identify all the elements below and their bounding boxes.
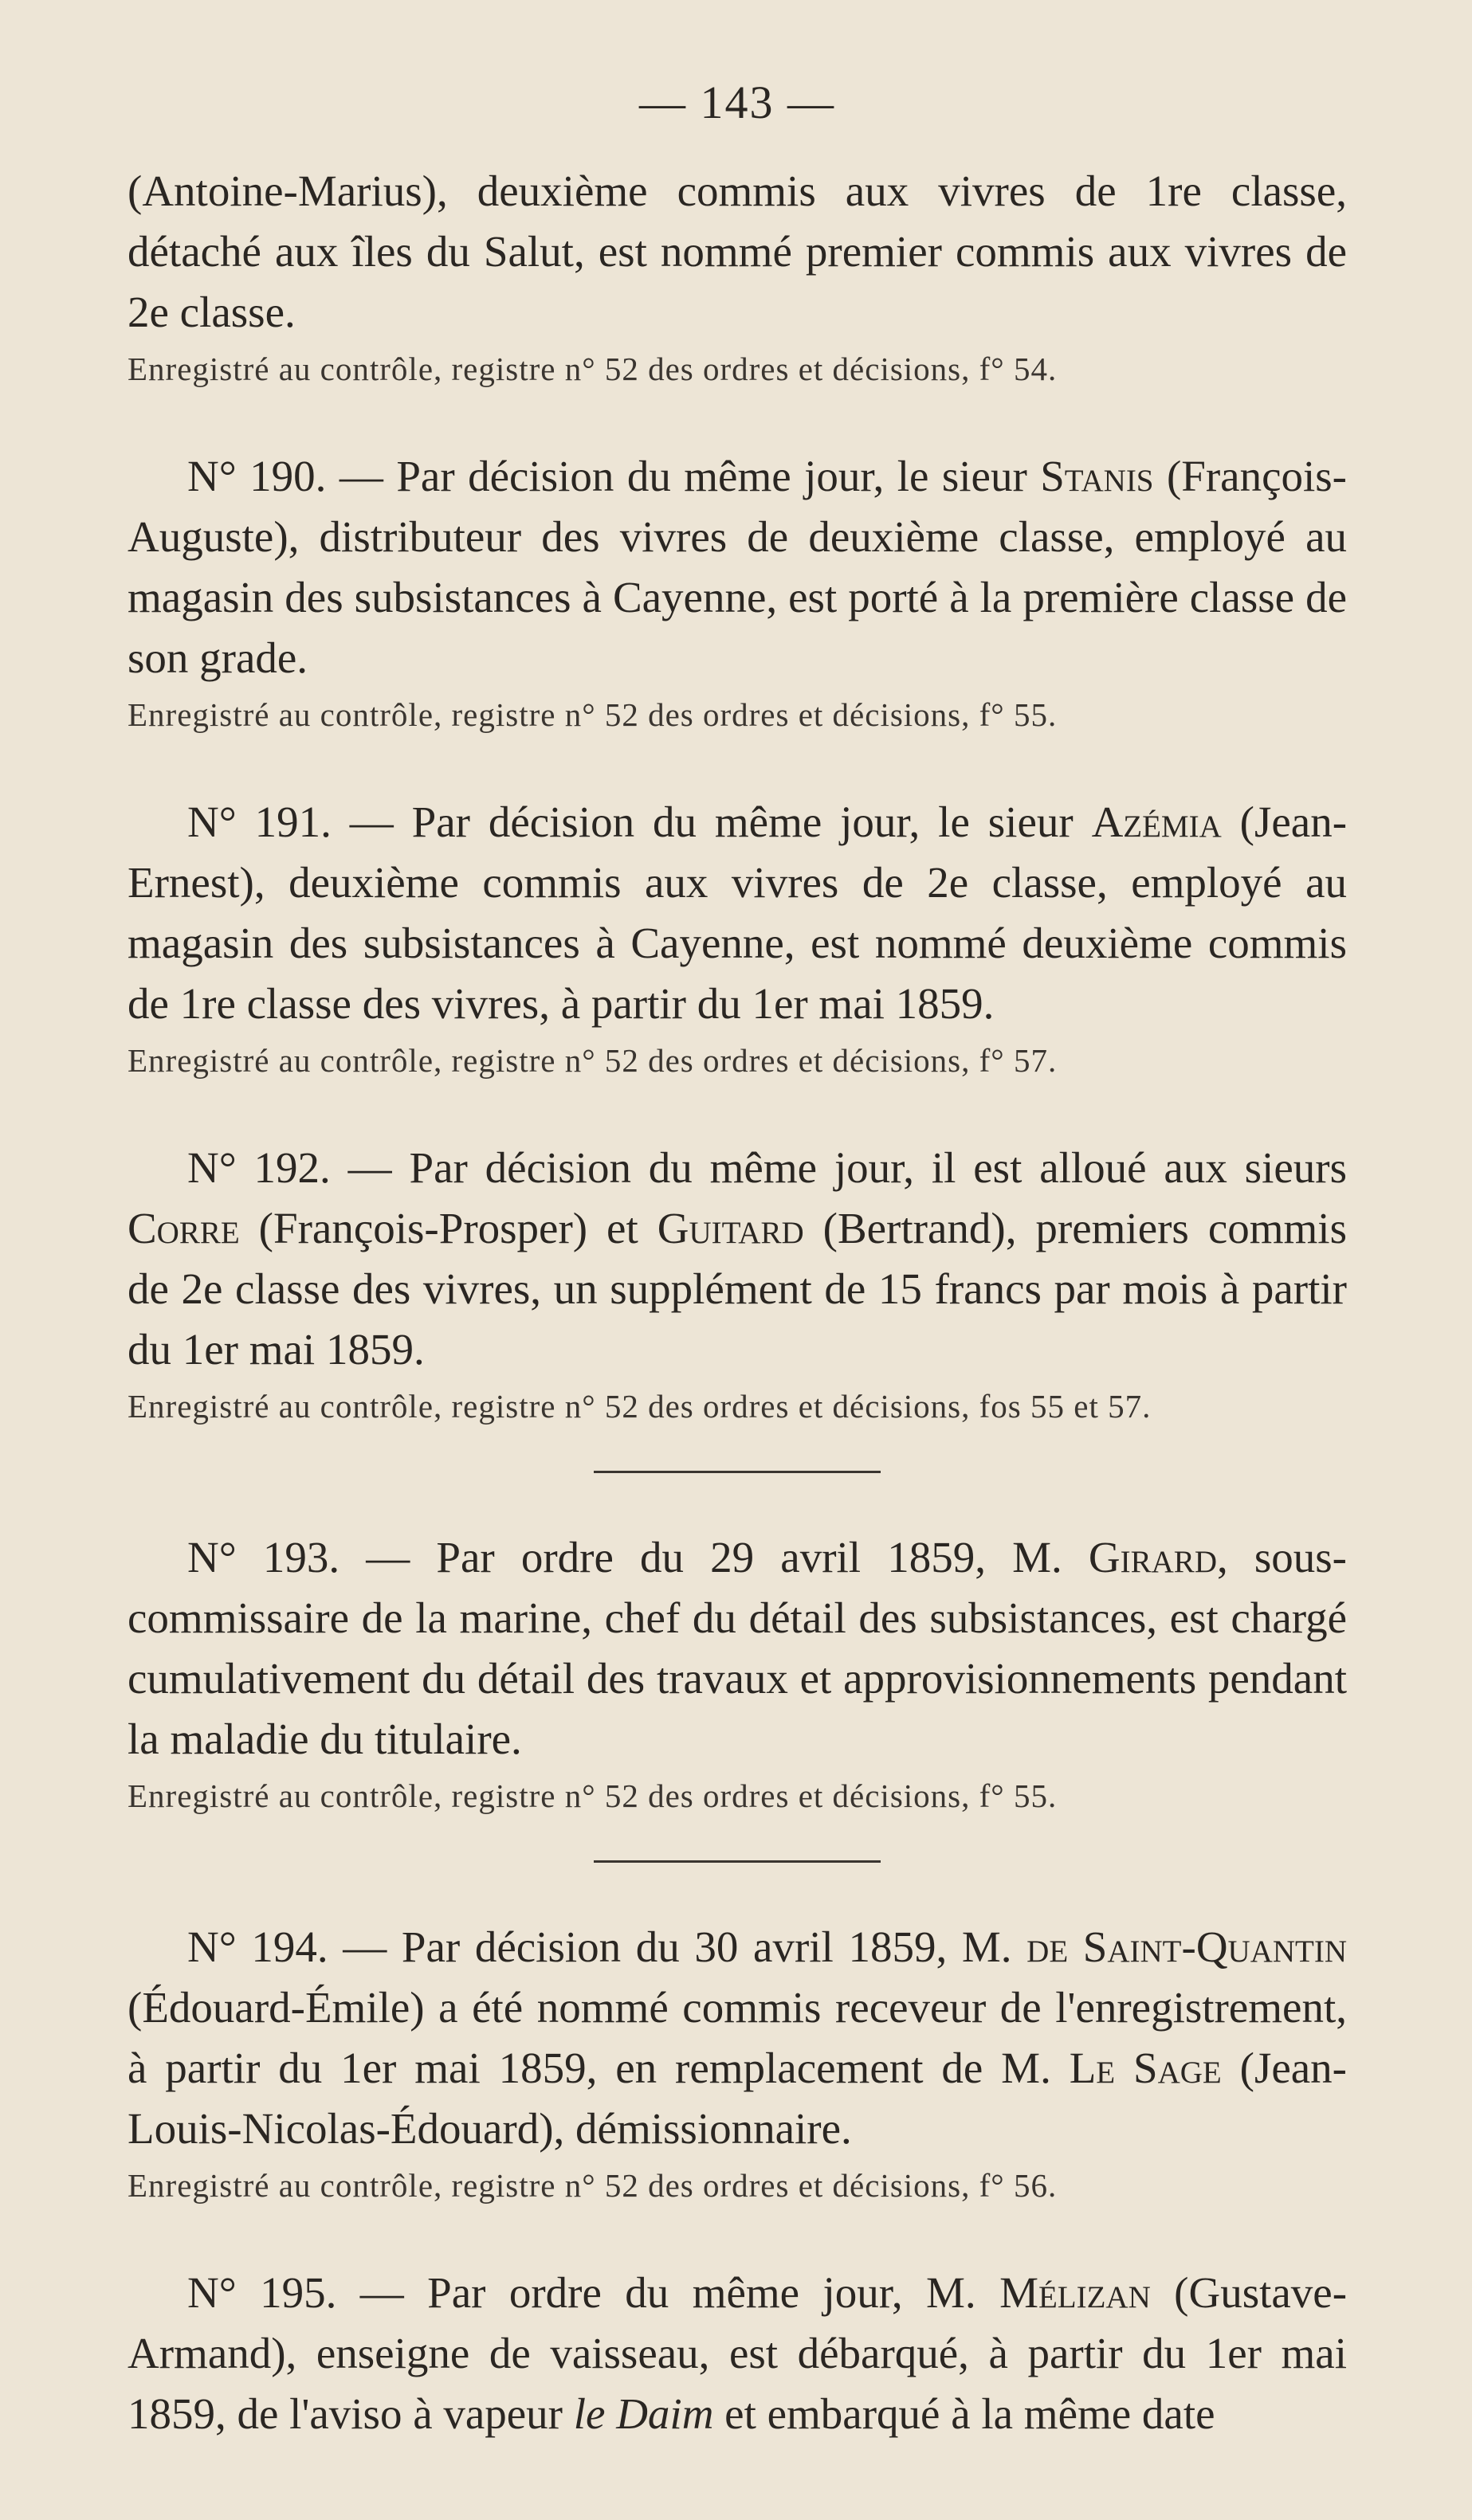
person-name: Azémia xyxy=(1091,798,1222,846)
entry-190 xyxy=(128,446,1347,738)
registry-note: Enregistré au contrôle, registre n° 52 des ordres et décisions, f° 54. xyxy=(128,351,1058,387)
registry-note: Enregistré au contrôle, registre n° 52 des ordres et décisions, fos 55 et 57. xyxy=(128,1388,1152,1425)
person-name: Stanis xyxy=(1040,452,1154,500)
entry-number: N° 192. xyxy=(187,1143,331,1192)
entry-text-part: — Par décision du même jour, il est alloué aux sieurs xyxy=(347,1143,1347,1192)
entry-text-part: — Par ordre du même jour, M. xyxy=(359,2268,1000,2317)
entry-number: N° 193. xyxy=(187,1533,340,1581)
entry-text xyxy=(128,446,1347,688)
entry-text-part: (François-Prosper) et xyxy=(239,1204,657,1252)
entry-text xyxy=(128,792,1347,1034)
entry-number: N° 195. xyxy=(187,2268,337,2317)
entry-text-part: , sous-commissaire de la marine, chef du détail des subsistances, est chargé cumulativement du détail des travaux et approvisionnements pendant la maladie du titulaire. xyxy=(128,1533,1347,1763)
entry-text-part: et embarqué à la même date xyxy=(713,2389,1215,2438)
person-name: Guitard xyxy=(657,1204,804,1252)
entry-text: (Antoine-Marius), deuxième commis aux vivres de 1re classe, détaché aux îles du Salut, est nommé premier commis aux vivres de 2e classe. xyxy=(128,167,1347,336)
registry-note: Enregistré au contrôle, registre n° 52 des ordres et décisions, f° 55. xyxy=(128,1777,1058,1814)
person-name: Girard xyxy=(1088,1533,1217,1581)
entry-text-part: (Bertrand), premiers commis de 2e classe des vivres, un supplément de 15 francs par mois à partir du 1er mai 1859. xyxy=(128,1204,1347,1374)
ship-name: le Daim xyxy=(573,2389,714,2438)
entry-number: N° 190. xyxy=(187,452,327,500)
person-name: Mélizan xyxy=(999,2268,1151,2317)
entry-continuation xyxy=(128,161,1347,392)
entry-text xyxy=(128,1138,1347,1380)
person-name: Le Sage xyxy=(1069,2044,1222,2092)
entry-text-part: — Par décision du même jour, le sieur xyxy=(349,798,1092,846)
entry-text xyxy=(128,1917,1347,2159)
entry-192 xyxy=(128,1138,1347,1429)
section-divider xyxy=(594,1860,881,1863)
entry-194 xyxy=(128,1917,1347,2208)
entry-text-part: — Par décision du 30 avril 1859, M. xyxy=(343,1922,1027,1971)
entry-text-part: (François-Auguste), distributeur des vivres de deuxième classe, employé au magasin des subsistances à Cayenne, est porté à la première classe de son grade. xyxy=(128,452,1347,682)
entry-193 xyxy=(128,1527,1347,1819)
document-page xyxy=(128,76,1347,2444)
registry-note: Enregistré au contrôle, registre n° 52 des ordres et décisions, f° 57. xyxy=(128,1042,1058,1079)
registry-note: Enregistré au contrôle, registre n° 52 des ordres et décisions, f° 55. xyxy=(128,696,1058,733)
section-divider xyxy=(594,1471,881,1473)
entry-text xyxy=(128,2263,1347,2444)
entry-text-part: (Jean-Ernest), deuxième commis aux vivres de 2e classe, employé au magasin des subsistances à Cayenne, est nommé deuxième commis de 1re classe des vivres, à partir du 1er mai 1859. xyxy=(128,798,1348,1028)
page-number: — 143 — xyxy=(639,76,835,128)
entry-text-part: — Par ordre du 29 avril 1859, M. xyxy=(366,1533,1089,1581)
entry-text-part: — Par décision du même jour, le sieur xyxy=(339,452,1041,500)
entry-text-part: (Édouard-Émile) a été nommé commis receveur de l'enregistrement, à partir du 1er mai 1859, en remplacement de M. xyxy=(128,1983,1347,2092)
entry-text-part: (Jean-Louis-Nicolas-Édouard), démissionnaire. xyxy=(128,2044,1347,2153)
entry-number: N° 191. xyxy=(187,798,332,846)
entry-195 xyxy=(128,2263,1347,2444)
person-name: de Saint-Quantin xyxy=(1026,1922,1348,1971)
entry-number: N° 194. xyxy=(187,1922,328,1971)
registry-note: Enregistré au contrôle, registre n° 52 des ordres et décisions, f° 56. xyxy=(128,2167,1058,2204)
entry-text-part: (Gustave-Armand), enseigne de vaisseau, est débarqué, à partir du 1er mai 1859, de l'aviso à vapeur xyxy=(128,2268,1348,2438)
person-name: Corre xyxy=(128,1204,240,1252)
entry-191 xyxy=(128,792,1347,1084)
entry-text xyxy=(128,1527,1347,1769)
